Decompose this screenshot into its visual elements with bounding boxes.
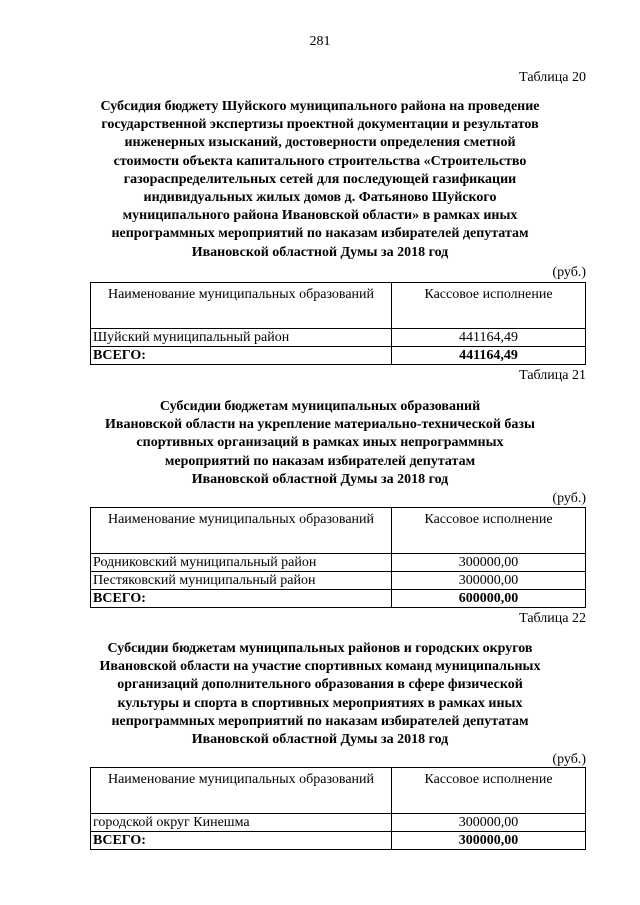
table-header-row [91, 508, 586, 554]
title-line: стоимости объекта капитального строительства «Строительство [113, 153, 527, 169]
table-22 [90, 767, 586, 850]
total-label: ВСЕГО: [91, 590, 392, 608]
title-line: Ивановской области на участие спортивных команд муниципальных [99, 659, 541, 675]
row-name: Родниковский муниципальный район [91, 554, 392, 572]
title-line: Ивановской областной Думы за 2018 год [191, 732, 449, 748]
title-line: культуры и спорта в спортивных мероприятиях в рамках иных [117, 695, 523, 711]
page-number: 281 [309, 34, 331, 49]
table-row [91, 329, 586, 347]
table-21-unit: (руб.) [552, 491, 586, 506]
table-20-label: Таблица 20 [519, 70, 586, 85]
header-name-column: Наименование муниципальных образований [91, 508, 392, 554]
row-value: 441164,49 [392, 329, 586, 347]
title-line: спортивных организаций в рамках иных непрограммных [136, 435, 504, 451]
title-line: непрограммных мероприятий по наказам избирателей депутатам [111, 713, 529, 729]
table-row [91, 572, 586, 590]
total-value: 441164,49 [392, 347, 586, 365]
table-21 [90, 507, 586, 608]
title-line: организаций дополнительного образования в сфере физической [117, 677, 523, 693]
table-row [91, 554, 586, 572]
total-value: 300000,00 [392, 832, 586, 850]
row-value: 300000,00 [392, 572, 586, 590]
row-name: Пестяковский муниципальный район [91, 572, 392, 590]
table-header-row [91, 283, 586, 329]
table-header-row [91, 768, 586, 814]
total-value: 600000,00 [392, 590, 586, 608]
title-line: Субсидия бюджету Шуйского муниципального района на проведение [100, 99, 540, 114]
title-line: Ивановской области на укрепление материально-технической базы [105, 417, 535, 433]
header-value-column: Кассовое исполнение [392, 768, 586, 814]
header-name-column: Наименование муниципальных образований [91, 283, 392, 329]
table-total-row [91, 832, 586, 850]
row-value: 300000,00 [392, 554, 586, 572]
table-total-row [91, 347, 586, 365]
title-line: Ивановской областной Думы за 2018 год [191, 244, 449, 260]
table-22-title [80, 640, 560, 749]
title-line: Субсидии бюджетам муниципальных районов и городских округов [107, 641, 533, 656]
title-line: мероприятий по наказам избирателей депутатам [164, 453, 476, 469]
title-line: инженерных изысканий, достоверности определения сметной [124, 135, 516, 151]
header-value-column: Кассовое исполнение [392, 283, 586, 329]
table-22-label: Таблица 22 [519, 611, 586, 626]
title-line: газораспределительных сетей для последующей газификации [123, 171, 517, 187]
table-total-row [91, 590, 586, 608]
table-21-title [80, 398, 560, 489]
row-name: городской округ Кинешма [91, 814, 392, 832]
row-value: 300000,00 [392, 814, 586, 832]
title-line: непрограммных мероприятий по наказам избирателей депутатам [111, 226, 529, 242]
table-20-title [80, 98, 560, 262]
total-label: ВСЕГО: [91, 832, 392, 850]
header-value-column: Кассовое исполнение [392, 508, 586, 554]
table-22-unit: (руб.) [552, 752, 586, 767]
table-20-unit: (руб.) [552, 265, 586, 280]
table-row [91, 814, 586, 832]
title-line: государственной экспертизы проектной документации и результатов [101, 117, 539, 133]
table-21-label: Таблица 21 [519, 368, 586, 383]
table-20 [90, 282, 586, 365]
header-name-column: Наименование муниципальных образований [91, 768, 392, 814]
row-name: Шуйский муниципальный район [91, 329, 392, 347]
title-line: муниципального района Ивановской области» в рамках иных [122, 208, 518, 224]
title-line: Субсидии бюджетам муниципальных образований [159, 399, 481, 414]
total-label: ВСЕГО: [91, 347, 392, 365]
title-line: индивидуальных жилых домов д. Фатьяново Шуйского [143, 190, 497, 206]
title-line: Ивановской областной Думы за 2018 год [191, 471, 449, 487]
